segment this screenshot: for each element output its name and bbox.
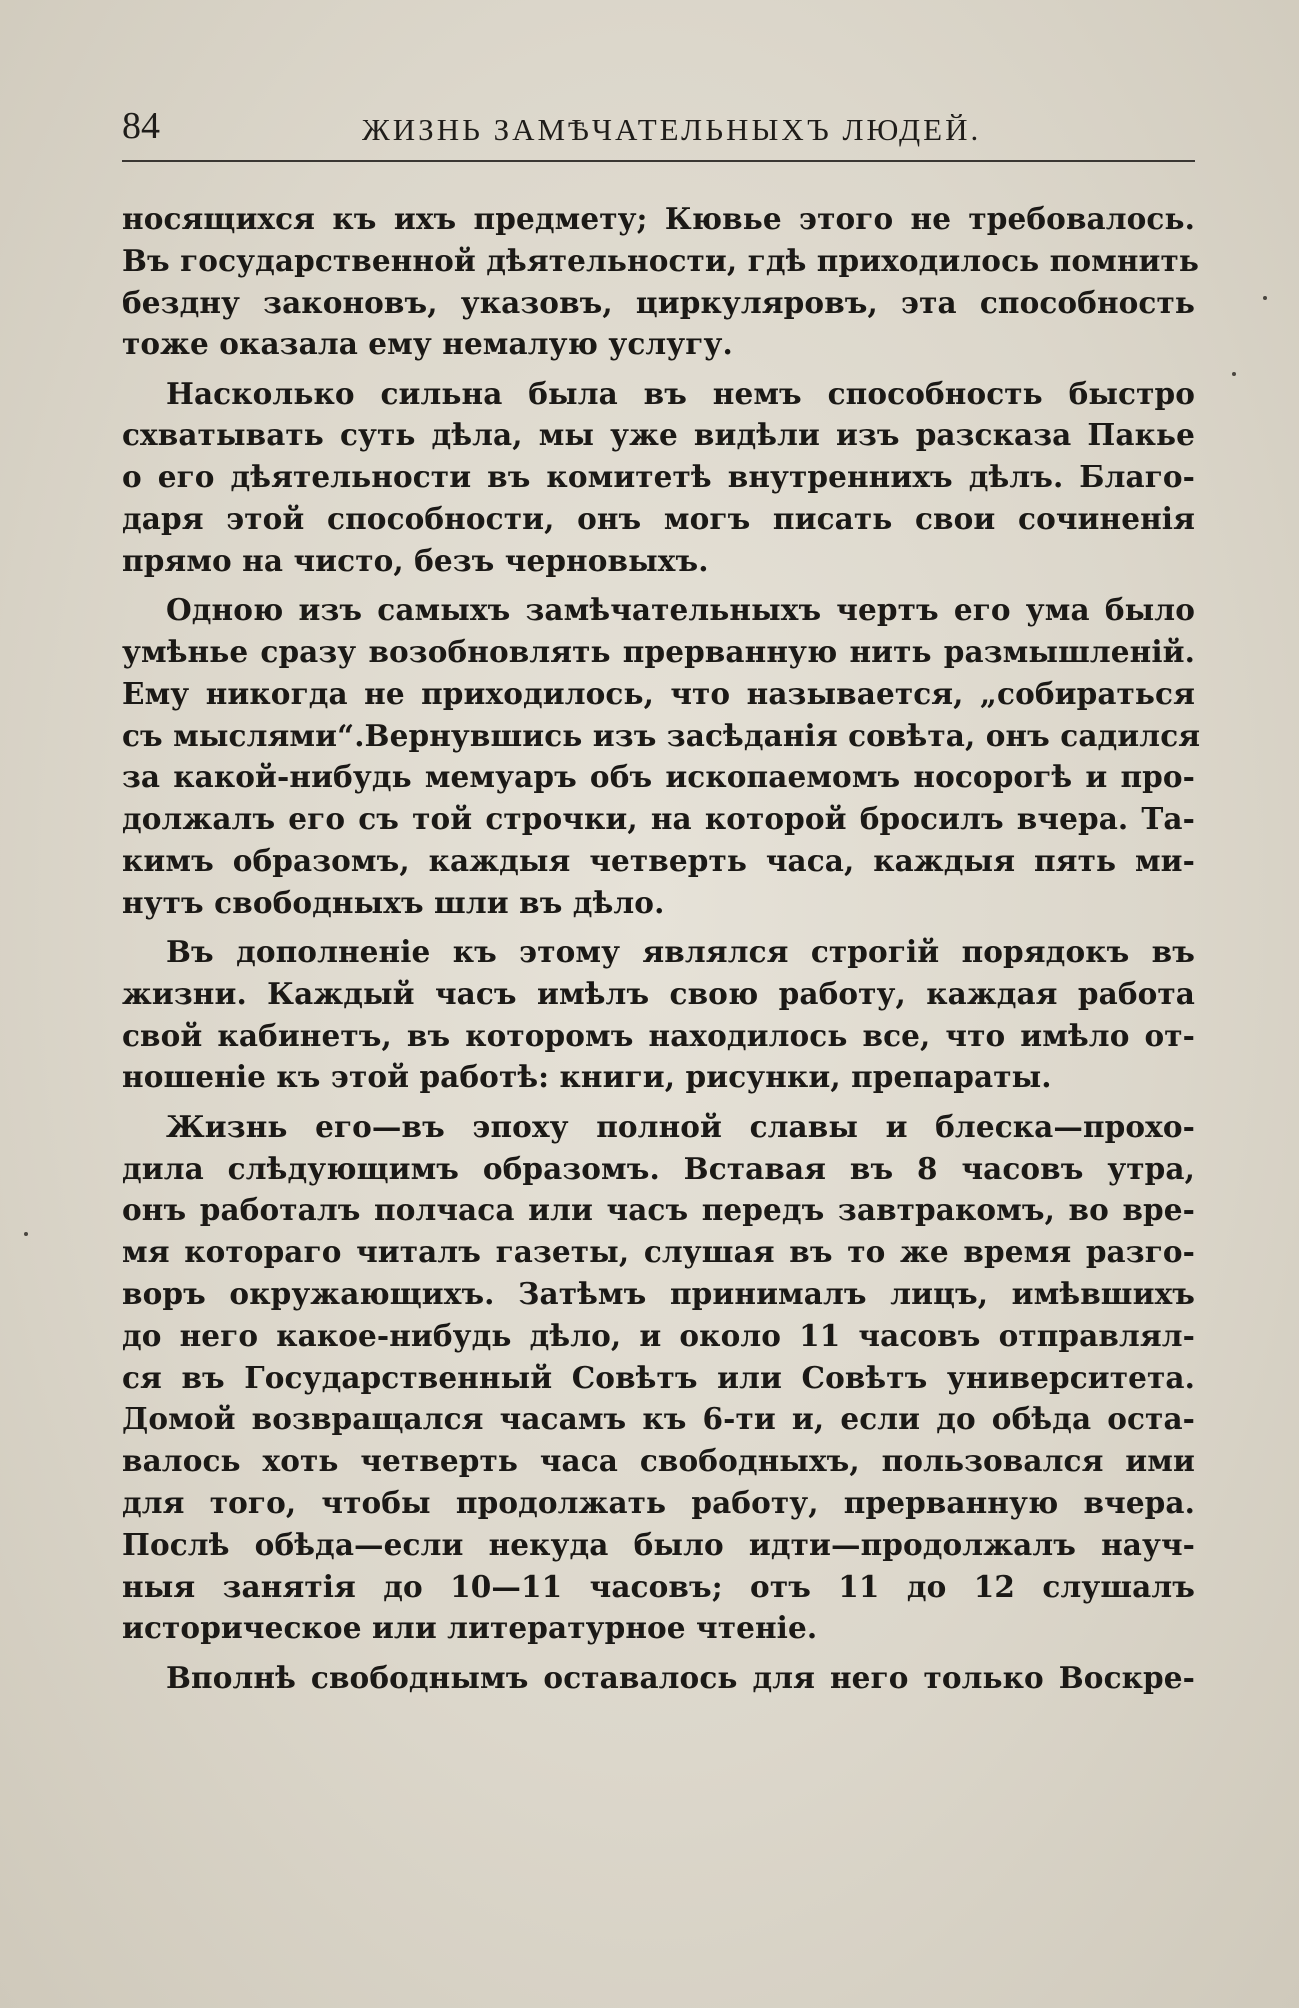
text-line: воръ окружающихъ. Затѣмъ принималъ лицъ, имѣвшихъ (122, 1275, 1195, 1311)
text-line: Послѣ обѣда—если некуда было идти—продолжалъ науч- (122, 1526, 1195, 1562)
text-line: должалъ его съ той строчки, на которой бросилъ вчера. Та- (122, 801, 1195, 837)
text-line: свой кабинетъ, въ которомъ находилось все, что имѣло от- (122, 1017, 1195, 1053)
text-line: даря этой способности, онъ могъ писать свои сочиненія (122, 501, 1195, 537)
paragraph (122, 198, 1200, 365)
text-line: ся въ Государственный Совѣтъ или Совѣтъ университета. (122, 1359, 1195, 1395)
text-line: жизни. Каждый часъ имѣлъ свою работу, каждая работа (122, 975, 1195, 1011)
page-header (122, 98, 1195, 158)
text-line: ныя занятія до 10—11 часовъ; отъ 11 до 12 слушалъ (122, 1568, 1195, 1604)
text-line: тоже оказала ему немалую услугу. (122, 326, 733, 362)
paragraph (122, 931, 1195, 1098)
text-line: онъ работалъ полчаса или часъ передъ завтракомъ, во вре- (122, 1192, 1195, 1228)
running-title: ЖИЗНЬ ЗАМѢЧАТЕЛЬНЫХЪ ЛЮДЕЙ. (362, 112, 982, 147)
text-line: нутъ свободныхъ шли въ дѣло. (122, 884, 665, 920)
text-line: съ мыслями“.Вернувшись изъ засѣданія совѣта, онъ садился (122, 717, 1201, 753)
text-line: Насколько сильна была въ немъ способность быстро (166, 375, 1195, 411)
text-line: схватывать суть дѣла, мы уже видѣли изъ разсказа Пакье (122, 417, 1195, 453)
text-line: прямо на чисто, безъ черновыхъ. (122, 542, 709, 578)
text-line: бездну законовъ, указовъ, циркуляровъ, эта способность (122, 284, 1195, 320)
text-line: Домой возвращался часамъ къ 6-ти и, если до обѣда оста- (122, 1401, 1195, 1437)
text-line: за какой-нибудь мемуаръ объ ископаемомъ носорогѣ и про- (122, 759, 1195, 795)
text-line: до него какое-нибудь дѣло, и около 11 часовъ отправлял- (122, 1317, 1195, 1353)
header-rule (122, 160, 1195, 162)
text-line: кимъ образомъ, каждыя четверть часа, каждыя пять ми- (122, 842, 1195, 878)
text-line: Въ дополненіе къ этому являлся строгій порядокъ въ (166, 934, 1195, 970)
body-text (122, 198, 1201, 1706)
text-line: умѣнье сразу возобновлять прерванную нить размышленій. (122, 633, 1195, 669)
paper-speck (1263, 296, 1267, 300)
paper-speck (1232, 372, 1236, 376)
text-line: валось хоть четверть часа свободныхъ, пользовался ими (122, 1443, 1195, 1479)
page-number: 84 (122, 105, 160, 147)
text-line: Одною изъ самыхъ замѣчательныхъ чертъ его ума было (166, 592, 1195, 628)
text-line: Жизнь его—въ эпоху полной славы и блеска—прохо- (166, 1108, 1195, 1144)
text-line: ношеніе къ этой работѣ: книги, рисунки, препараты. (122, 1059, 1052, 1095)
text-line: историческое или литературное чтеніе. (122, 1610, 818, 1646)
text-line: дила слѣдующимъ образомъ. Вставая въ 8 часовъ утра, (122, 1150, 1195, 1186)
text-line: мя котораго читалъ газеты, слушая въ то же время разго- (122, 1234, 1195, 1270)
text-line: Въ государственной дѣятельности, гдѣ приходилось помнить (122, 242, 1200, 278)
paragraph (122, 373, 1195, 582)
text-line: о его дѣятельности въ комитетѣ внутреннихъ дѣлъ. Благо- (122, 459, 1195, 495)
text-line: Ему никогда не приходилось, что называется, „собираться (122, 675, 1195, 711)
paragraph (122, 1657, 1195, 1699)
paragraph (122, 1106, 1195, 1649)
paper-speck (24, 1232, 28, 1236)
text-line: Вполнѣ свободнымъ оставалось для него только Воскре- (166, 1659, 1195, 1695)
text-line: носящихся къ ихъ предмету; Кювье этого не требовалось. (122, 201, 1195, 236)
paragraph (122, 589, 1201, 923)
text-line: для того, чтобы продолжать работу, прерванную вчера. (122, 1484, 1195, 1520)
